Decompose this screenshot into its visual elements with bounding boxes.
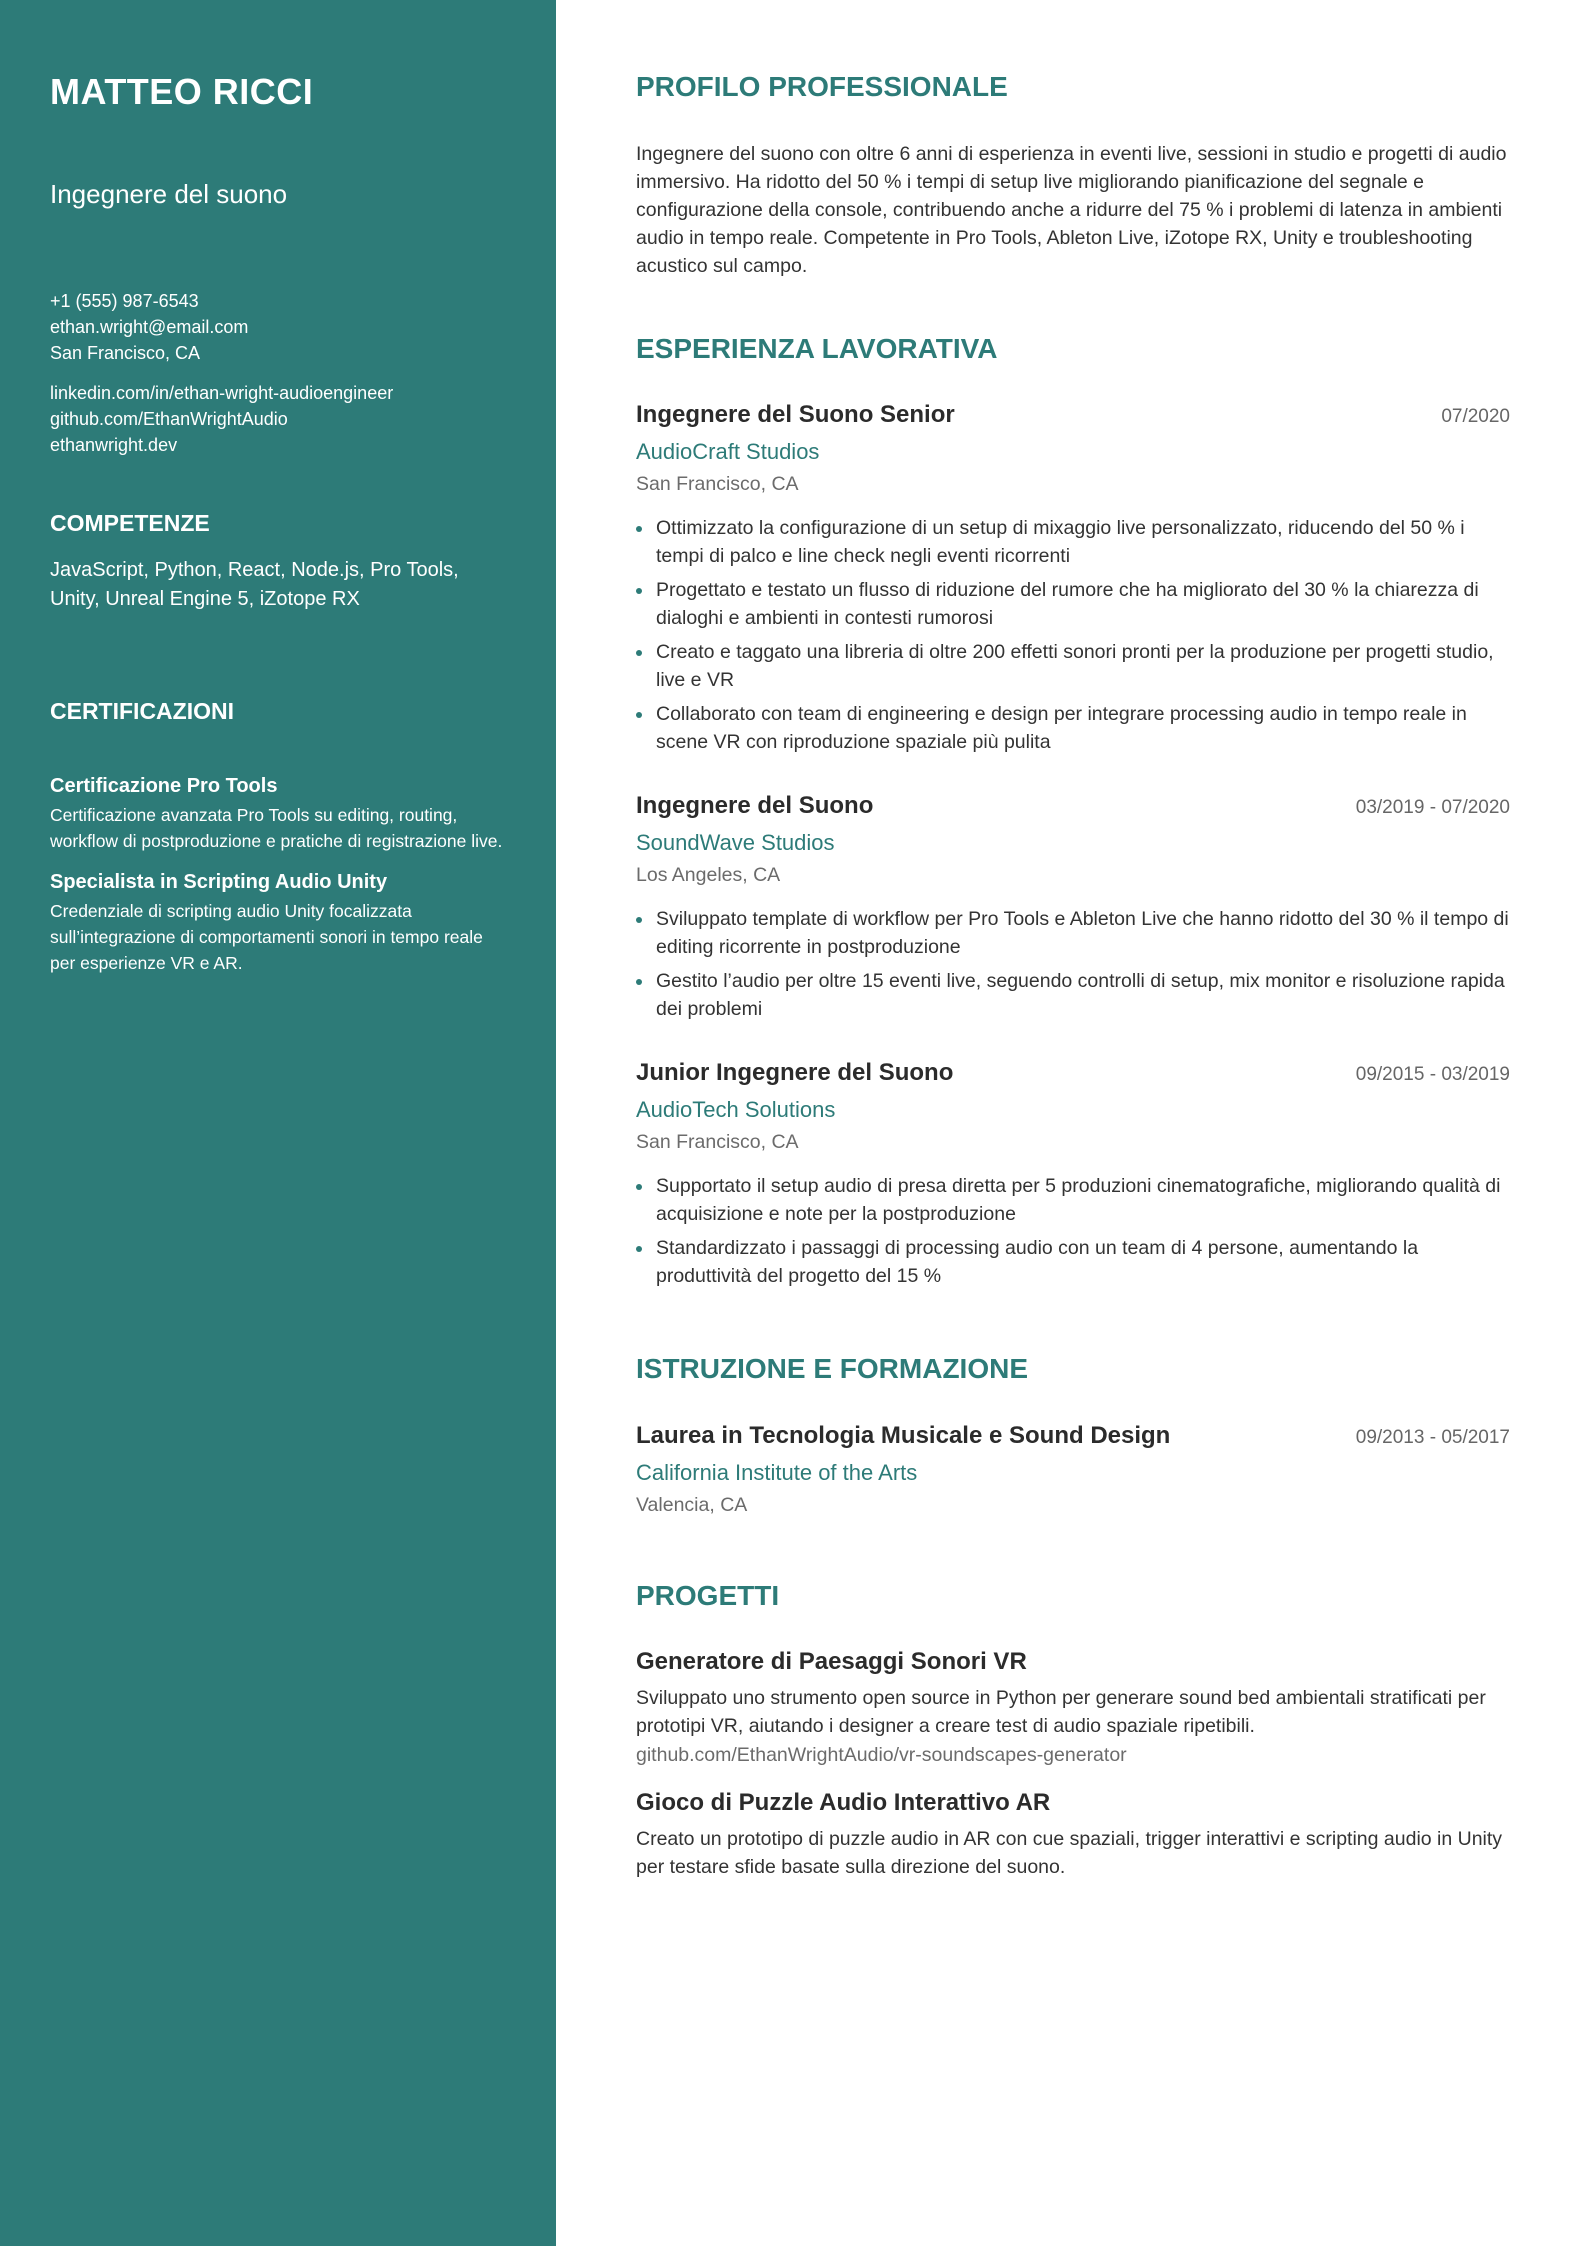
job-bullet: Creato e taggato una libreria di oltre 200 effetti sonori pronti per la produzione per progetti studio, live e VR [636, 638, 1510, 694]
sidebar [0, 0, 556, 2246]
job-date: 03/2019 - 07/2020 [1355, 797, 1510, 819]
project-description: Sviluppato uno strumento open source in Python per generare sound bed ambientali stratificati per prototipi VR, aiutando i designer a creare test di audio spaziale ripetibili. [636, 1687, 1486, 1738]
github-link[interactable]: github.com/EthanWrightAudio [50, 409, 288, 430]
job-title: Ingegnere del Suono Senior [636, 401, 955, 429]
email[interactable]: ethan.wright@email.com [50, 317, 249, 338]
job-location: Los Angeles, CA [636, 864, 781, 887]
project-entry [636, 1648, 1510, 1767]
website-link[interactable]: ethanwright.dev [50, 435, 178, 456]
experience-heading: ESPERIENZA LAVORATIVA [636, 332, 998, 364]
job-bullets [636, 905, 1510, 1023]
profile-heading: PROFILO PROFESSIONALE [636, 71, 1008, 102]
profile-links [50, 380, 506, 458]
candidate-name: MATTEO RICCI [50, 71, 314, 112]
job-location: San Francisco, CA [636, 473, 799, 496]
job-bullet: Collaborato con team di engineering e design per integrare processing audio in tempo reale in scene VR con riproduzione spaziale più pulita [636, 700, 1510, 756]
job-bullets [636, 514, 1510, 756]
job-company: AudioCraft Studios [636, 439, 820, 465]
education-date: 09/2013 - 05/2017 [1355, 1426, 1510, 1448]
certification-title: Specialista in Scripting Audio Unity [50, 870, 388, 893]
certifications-list [50, 772, 506, 976]
project-link[interactable]: github.com/EthanWrightAudio/vr-soundscapes-generator [636, 1744, 1127, 1767]
job-location: San Francisco, CA [636, 1131, 799, 1154]
job-bullet: Gestito l’audio per oltre 15 eventi live, seguendo controlli di setup, mix monitor e risoluzione rapida dei problemi [636, 967, 1510, 1023]
certification-description: Credenziale di scripting audio Unity focalizzata sull’integrazione di comportamenti sonori in tempo reale per esperienze VR e AR. [50, 900, 483, 973]
job-entry [636, 1059, 1510, 1290]
certification-description: Certificazione avanzata Pro Tools su editing, routing, workflow di postproduzione e pratiche di registrazione live. [50, 804, 503, 851]
job-bullet: Sviluppato template di workflow per Pro Tools e Ableton Live che hanno ridotto del 30 % il tempo di editing ricorrente in postproduzione [636, 905, 1510, 961]
job-entry [636, 401, 1510, 756]
job-bullet: Progettato e testato un flusso di riduzione del rumore che ha migliorato del 30 % la chiarezza di dialoghi e ambienti in contesti rumorosi [636, 576, 1510, 632]
project-description: Creato un prototipo di puzzle audio in AR con cue spaziali, trigger interattivi e scripting audio in Unity per testare sfide basate sulla direzione del suono. [636, 1828, 1503, 1879]
profile-summary: Ingegnere del suono con oltre 6 anni di esperienza in eventi live, sessioni in studio e progetti di audio immersivo. Ha ridotto del 50 % i tempi di setup live migliorando pianificazione del segnale e configurazione della console, contribuendo anche a ridurre del 75 % i problemi di latenza in ambienti audio in tempo reale. Competente in Pro Tools, Ableton Live, iZotope RX, Unity e troubleshooting acustico sul campo. [636, 142, 1507, 277]
candidate-role: Ingegnere del suono [50, 179, 288, 210]
job-company: AudioTech Solutions [636, 1097, 836, 1123]
education-heading: ISTRUZIONE E FORMAZIONE [636, 1353, 1028, 1385]
linkedin-link[interactable]: linkedin.com/in/ethan-wright-audioengineer [50, 383, 394, 404]
projects-heading: PROGETTI [636, 1579, 780, 1611]
school-name: California Institute of the Arts [636, 1459, 918, 1485]
certification-item [50, 772, 506, 854]
location: San Francisco, CA [50, 343, 201, 364]
job-date: 09/2015 - 03/2019 [1355, 1064, 1510, 1086]
certification-title: Certificazione Pro Tools [50, 774, 278, 797]
main-content [556, 0, 1588, 2246]
skills-list: JavaScript, Python, React, Node.js, Pro Tools, Unity, Unreal Engine 5, iZotope RX [50, 558, 459, 610]
job-bullet: Supportato il setup audio di presa diretta per 5 produzioni cinematografiche, migliorando qualità di acquisizione e note per la postproduzione [636, 1172, 1510, 1228]
project-title: Gioco di Puzzle Audio Interattivo AR [636, 1789, 1051, 1817]
job-date: 07/2020 [1441, 406, 1510, 428]
job-bullets [636, 1172, 1510, 1290]
degree-title: Laurea in Tecnologia Musicale e Sound Design [636, 1421, 1171, 1449]
job-title: Junior Ingegnere del Suono [636, 1059, 954, 1087]
certification-item [50, 868, 506, 976]
phone: +1 (555) 987-6543 [50, 291, 199, 312]
job-company: SoundWave Studios [636, 830, 835, 856]
certifications-heading: CERTIFICAZIONI [50, 697, 234, 724]
contact-info [50, 288, 506, 366]
project-entry [636, 1789, 1510, 1881]
job-entry [636, 792, 1510, 1023]
job-bullet: Ottimizzato la configurazione di un setup di mixaggio live personalizzato, riducendo del 50 % i tempi di palco e line check negli eventi ricorrenti [636, 514, 1510, 570]
job-bullet: Standardizzato i passaggi di processing audio con un team di 4 persone, aumentando la produttività del progetto del 15 % [636, 1234, 1510, 1290]
school-location: Valencia, CA [636, 1493, 748, 1516]
project-title: Generatore di Paesaggi Sonori VR [636, 1648, 1027, 1676]
skills-heading: COMPETENZE [50, 510, 210, 537]
education-entry [636, 1422, 1510, 1517]
job-title: Ingegnere del Suono [636, 792, 874, 820]
